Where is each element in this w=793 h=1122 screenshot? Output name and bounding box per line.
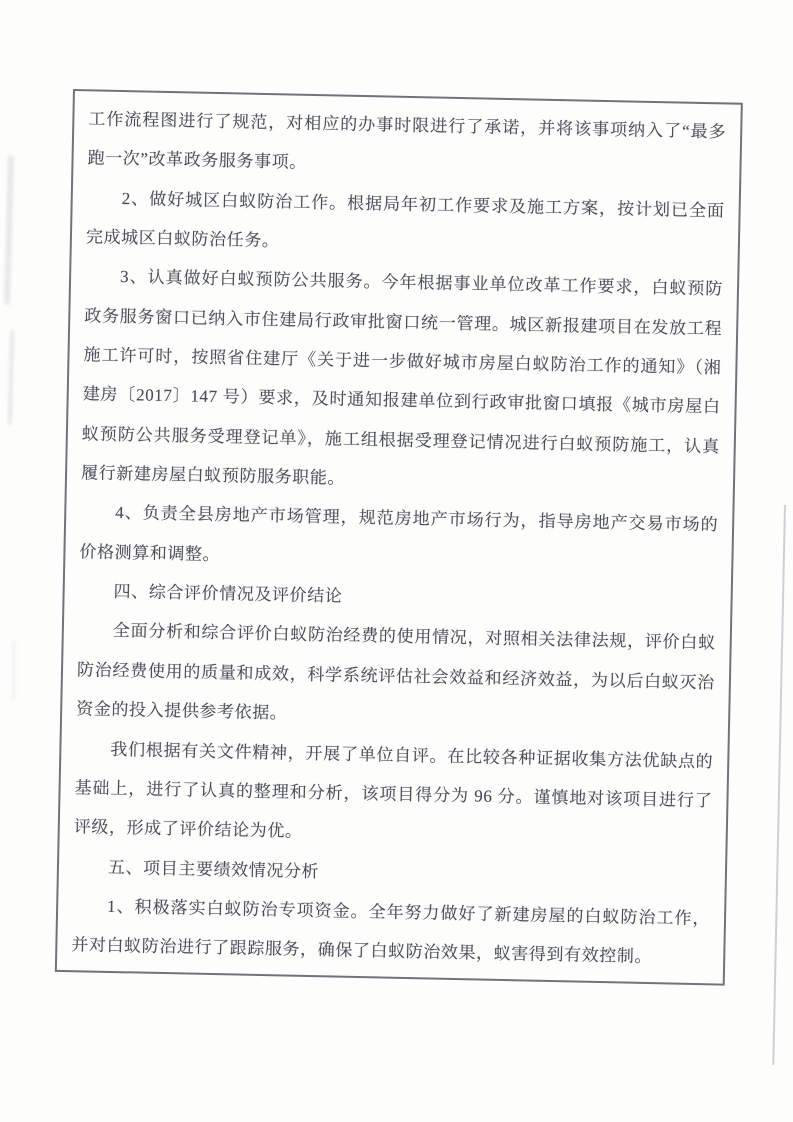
text-line: 蚁预防公共服务受理登记单》，施工组根据受理登记情况进行白蚁预防施工，认真 (81, 424, 720, 457)
page-edge-shadow (772, 505, 786, 1065)
scan-smudge (4, 155, 14, 305)
text-line: 全面分析和综合评价白蚁防治经费的使用情况，对照相关法律法规，评价白蚁 (112, 621, 716, 653)
text-line: 建房〔2017〕147 号）要求，及时通知报建单位到行政审批窗口填报《城市房屋白 (82, 384, 721, 417)
text-line: 防治经费使用的质量和成效，科学系统评估社会效益和经济效益，为以后白蚁灭治 (76, 660, 716, 693)
text-line: 4、负责全县房地产市场管理，规范房地产市场行为，指导房地产交易市场的 (115, 503, 719, 535)
text-line: 跑一次”改革政务服务事项。 (87, 148, 308, 173)
text-line: 施工许可时，按照省住建厅《关于进一步做好城市房屋白蚁防治工作的通知》（湘 (83, 345, 722, 378)
text-line: 五、项目主要绩效情况分析 (107, 857, 320, 881)
text-line: 3、认真做好白蚁预防公共服务。今年根据事业单位改革工作要求，白蚁预防 (119, 267, 724, 299)
text-line: 完成城区白蚁防治任务。 (85, 227, 280, 251)
text-line: 2、做好城区白蚁防治工作。根据局年初工作要求及施工方案，按计划已全面 (121, 188, 725, 221)
text-line: 资金的投入提供参考依据。 (76, 699, 288, 723)
text-line: 政务服务窗口已纳入市住建局行政审批窗口统一管理。城区新报建项目在发放工程 (84, 306, 723, 339)
text-line: 工作流程图进行了规范，对相应的办事时限进行了承诺，并将该事项纳入了“最多 (88, 109, 727, 142)
text-line: 1、积极落实白蚁防治专项资金。全年努力做好了新建房屋的白蚁防治工作， (106, 896, 711, 929)
scan-smudge (12, 640, 15, 700)
text-line: 价格测算和调整。 (79, 542, 221, 564)
table-border-box (55, 89, 743, 986)
document-text (71, 99, 727, 978)
text-line: 我们根据有关文件精神，开展了单位自评。在比较各种证据收集方法优缺点的 (110, 739, 714, 771)
text-line: 四、综合评价情况及评价结论 (113, 582, 343, 606)
text-line: 履行新建房屋白蚁预防服务职能。 (80, 463, 346, 488)
scan-smudge (8, 330, 14, 425)
text-line: 并对白蚁防治进行了跟踪服务，确保了白蚁防治效果，蚁害得到有效控制。 (71, 935, 653, 967)
text-line: 评级，形成了评价结论为优。 (73, 817, 303, 842)
text-line: 基础上，进行了认真的整理和分析，该项目得分为 96 分。谨慎地对该项目进行了 (74, 778, 713, 811)
